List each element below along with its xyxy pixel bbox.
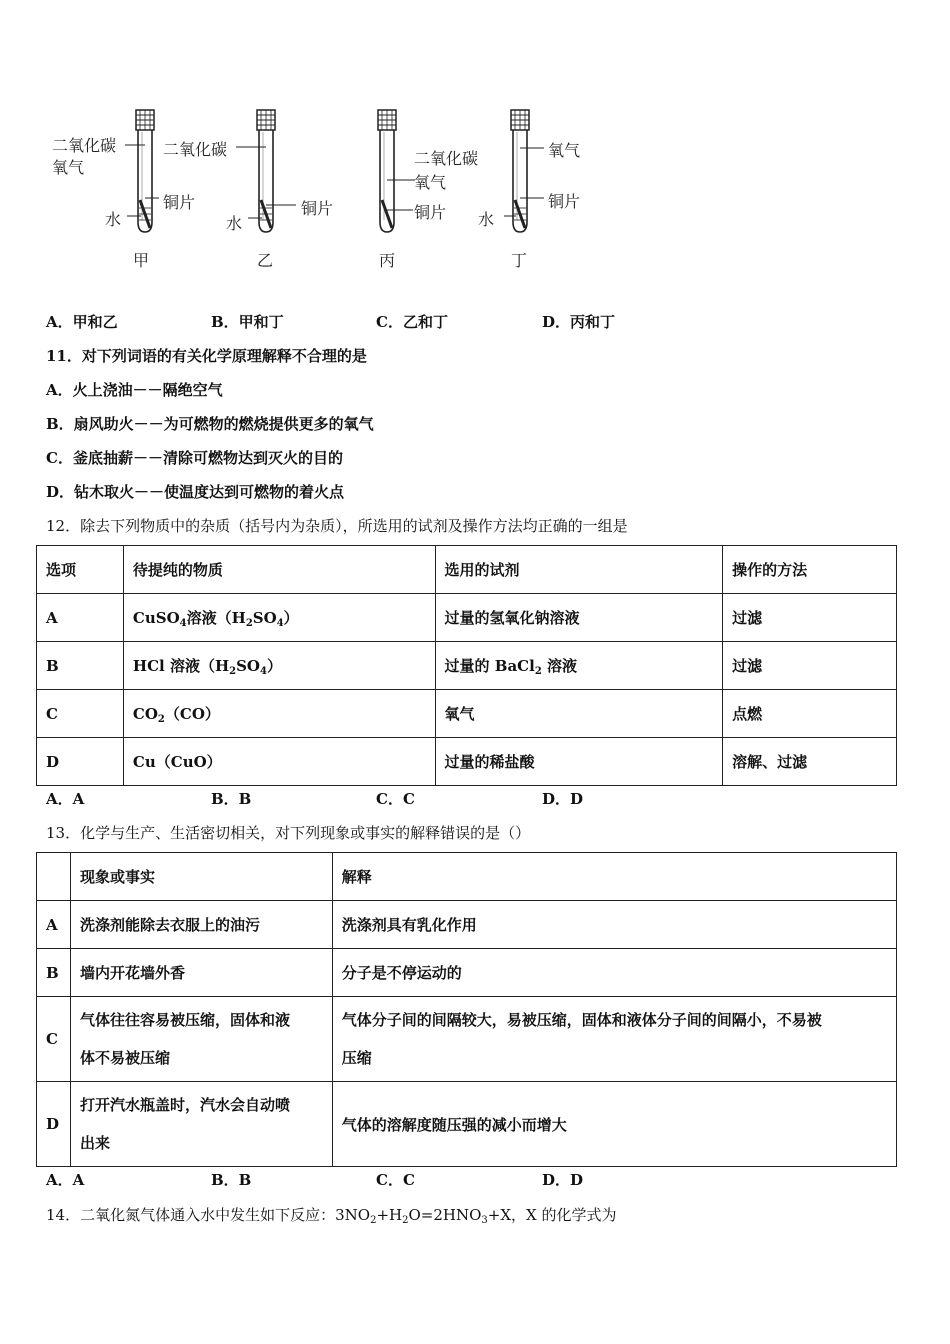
table-row [37, 594, 897, 642]
q12-header-method: 操作的方法 [723, 546, 897, 594]
label-co2-jia: 二氧化碳 [52, 136, 117, 155]
q13-header-fact: 现象或事实 [70, 853, 332, 901]
q13-option-d[interactable]: D．D [542, 1171, 584, 1189]
q12-cell-method: 溶解、过滤 [723, 738, 897, 786]
q13-option-b[interactable]: B．B [211, 1171, 252, 1189]
q12-cell-reagent: 过量的稀盐酸 [435, 738, 723, 786]
q11-option-d[interactable]: D．钻木取火－－使温度达到可燃物的着火点 [46, 483, 345, 501]
q12-cell-substance: $CO_2(CO)$ [123, 690, 435, 738]
q11-option-c[interactable]: C．釜底抽薪－－清除可燃物达到灭火的目的 [46, 449, 343, 467]
tube-yi [236, 110, 296, 232]
q13-cell-explain: 洗涤剂具有乳化作用 [332, 901, 896, 949]
q13-cell-option: A [37, 901, 71, 949]
label-co2-yi: 二氧化碳 [163, 140, 228, 159]
label-water-ding: 水 [478, 210, 495, 229]
q12-cell-option: B [37, 642, 124, 690]
q12-option-d[interactable]: D．D [542, 790, 584, 808]
q12-cell-option: C [37, 690, 124, 738]
q11-option-a[interactable]: A．火上浇油－－隔绝空气 [46, 381, 223, 399]
q13-cell-fact: 气体往往容易被压缩，固体和液 体不易被压缩 [70, 997, 332, 1082]
label-o2-ding: 氧气 [548, 141, 581, 160]
q12-cell-method: 点燃 [723, 690, 897, 738]
q12-header-option: 选项 [37, 546, 124, 594]
label-co2-bing: 二氧化碳 [414, 149, 479, 168]
q10-option-b[interactable]: B．甲和丁 [211, 313, 284, 331]
q12-cell-substance: Cu（CuO） [123, 738, 435, 786]
q13-cell-explain: 分子是不停运动的 [332, 949, 896, 997]
q10-option-d[interactable]: D．丙和丁 [542, 313, 616, 331]
q13-cell-option: B [37, 949, 71, 997]
tube-name-bing: 丙 [379, 251, 396, 270]
q12-cell-substance: HCl 溶液$(H_2SO_4)$ [123, 642, 435, 690]
q13-cell-fact: 洗涤剂能除去衣服上的油污 [70, 901, 332, 949]
q12-header-reagent: 选用的试剂 [435, 546, 723, 594]
label-o2-jia: 氧气 [52, 158, 85, 177]
label-cu-jia: 铜片 [163, 193, 196, 212]
q13-cell-fact: 墙内开花墙外香 [70, 949, 332, 997]
tube-name-ding: 丁 [511, 251, 528, 270]
tube-jia [125, 110, 159, 232]
q13-cell-explain: 气体分子间的间隔较大，易被压缩，固体和液体分子间的间隔小，不易被 压缩 [332, 997, 896, 1082]
q12-cell-option: A [37, 594, 124, 642]
table-row [37, 949, 897, 997]
label-water-jia: 水 [105, 210, 122, 229]
q13-table [36, 852, 897, 1167]
q14-stem: 14．二氧化氮气体通入水中发生如下反应：$3NO_2+H_2O=2HNO_3+X$，X 的化学式为 [46, 1206, 617, 1226]
table-row [37, 690, 897, 738]
q12-option-b[interactable]: B．B [211, 790, 252, 808]
q12-cell-option: D [37, 738, 124, 786]
q12-header-substance: 待提纯的物质 [123, 546, 435, 594]
q12-cell-reagent: 过量的 BaCl$_2$ 溶液 [435, 642, 723, 690]
q10-option-a[interactable]: A．甲和乙 [46, 313, 118, 331]
table-row [37, 738, 897, 786]
q13-header-row [37, 853, 897, 901]
q12-header-row [37, 546, 897, 594]
tube-bing [378, 110, 415, 232]
q12-table [36, 545, 897, 786]
tube-name-yi: 乙 [257, 251, 274, 270]
q13-cell-option: C [37, 997, 71, 1082]
table-row [37, 997, 897, 1082]
label-cu-yi: 铜片 [301, 199, 334, 218]
q13-header-explain: 解释 [332, 853, 896, 901]
label-water-yi: 水 [226, 214, 243, 233]
table-row [37, 642, 897, 690]
table-row [37, 1082, 897, 1167]
q13-cell-explain: 气体的溶解度随压强的减小而增大 [332, 1082, 896, 1167]
label-o2-bing: 氧气 [414, 173, 447, 192]
table-row [37, 901, 897, 949]
q12-option-c[interactable]: C．C [376, 790, 415, 808]
q12-cell-reagent: 过量的氢氧化钠溶液 [435, 594, 723, 642]
q12-cell-substance: CuSO$_4$溶液$(H_2SO_4)$ [123, 594, 435, 642]
q13-cell-option: D [37, 1082, 71, 1167]
q13-option-c[interactable]: C．C [376, 1171, 415, 1189]
q12-cell-method: 过滤 [723, 594, 897, 642]
label-cu-ding: 铜片 [548, 192, 581, 211]
q12-cell-method: 过滤 [723, 642, 897, 690]
q11-option-b[interactable]: B．扇风助火－－为可燃物的燃烧提供更多的氧气 [46, 415, 374, 433]
q12-stem: 12．除去下列物质中的杂质（括号内为杂质），所选用的试剂及操作方法均正确的一组是 [46, 517, 628, 535]
tube-ding [504, 110, 544, 232]
q13-header-option [37, 853, 71, 901]
label-cu-bing: 铜片 [414, 203, 447, 222]
q13-option-a[interactable]: A．A [46, 1171, 85, 1189]
q13-stem: 13．化学与生产、生活密切相关，对下列现象或事实的解释错误的是（） [46, 824, 531, 842]
q12-cell-reagent: 氧气 [435, 690, 723, 738]
tube-name-jia: 甲 [133, 251, 150, 270]
q11-stem: 11．对下列词语的有关化学原理解释不合理的是 [46, 347, 367, 365]
q13-cell-fact: 打开汽水瓶盖时，汽水会自动喷 出来 [70, 1082, 332, 1167]
q10-option-c[interactable]: C．乙和丁 [376, 313, 448, 331]
q12-option-a[interactable]: A．A [46, 790, 85, 808]
